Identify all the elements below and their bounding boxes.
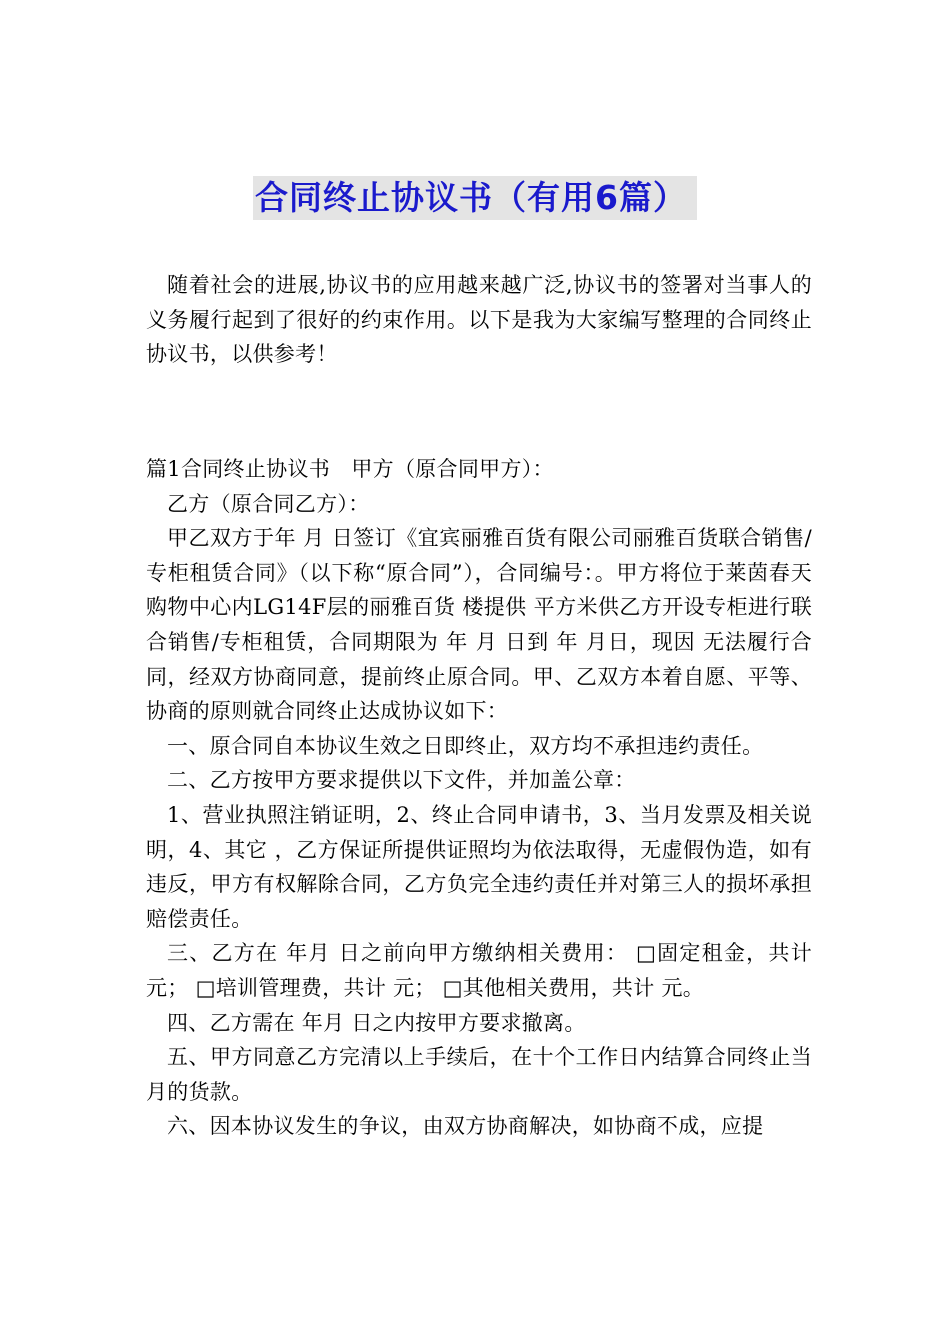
body-paragraph: 甲乙双方于年 月 日签订《宜宾丽雅百货有限公司丽雅百货联合销售/专柜租赁合同》（以下称“原合同”），合同编号：。甲方将位于莱茵春天购物中心内LG14F层的丽雅百货 楼提供 平方米供乙方开设专柜进行联合销售/专柜租赁，合同期限为 年 月 日到 年 月日，现因 无法履行合同，经双方协商同意，提前终止原合同。甲、乙双方本着自愿、平等、协商的原则就合同终止达成协议如下： (146, 526, 812, 724)
agreement-body (146, 452, 812, 1144)
intro-paragraph: 随着社会的进展,协议书的应用越来越广泛,协议书的签署对当事人的义务履行起到了很好的约束作用。以下是我为大家编写整理的合同终止协议书，以供参考！ (146, 273, 812, 367)
party-b-line: 乙方（原合同乙方）： (167, 491, 370, 516)
section-heading: 篇1合同终止协议书 甲方（原合同甲方）： (146, 457, 554, 481)
clause-4: 四、乙方需在 年月 日之内按甲方要求撤离。 (167, 1010, 586, 1035)
intro-section (146, 268, 812, 372)
clause-1: 一、原合同自本协议生效之日即终止，双方均不承担违约责任。 (167, 733, 764, 758)
clause-5: 五、甲方同意乙方完清以上手续后，在十个工作日内结算合同终止当月的货款。 (146, 1045, 812, 1104)
clause-2: 二、乙方按甲方要求提供以下文件，并加盖公章： (167, 768, 636, 793)
clause-2-items: 1、营业执照注销证明，2、终止合同申请书，3、当月发票及相关说明，4、其它 ，乙方保证所提供证照均为依法取得，无虚假伪造，如有违反，甲方有权解除合同，乙方负完全违约责任并对第三人的损坏承担赔偿责任。 (146, 802, 812, 931)
clause-3: 三、乙方在 年月 日之前向甲方缴纳相关费用： □固定租金，共计 元； □培训管理费，共计 元； □其他相关费用，共计 元。 (146, 941, 812, 1000)
title-container (0, 176, 950, 220)
clause-6: 六、因本协议发生的争议，由双方协商解决，如协商不成，应提 (167, 1114, 764, 1139)
document-title: 合同终止协议书（有用6篇） (253, 176, 697, 220)
